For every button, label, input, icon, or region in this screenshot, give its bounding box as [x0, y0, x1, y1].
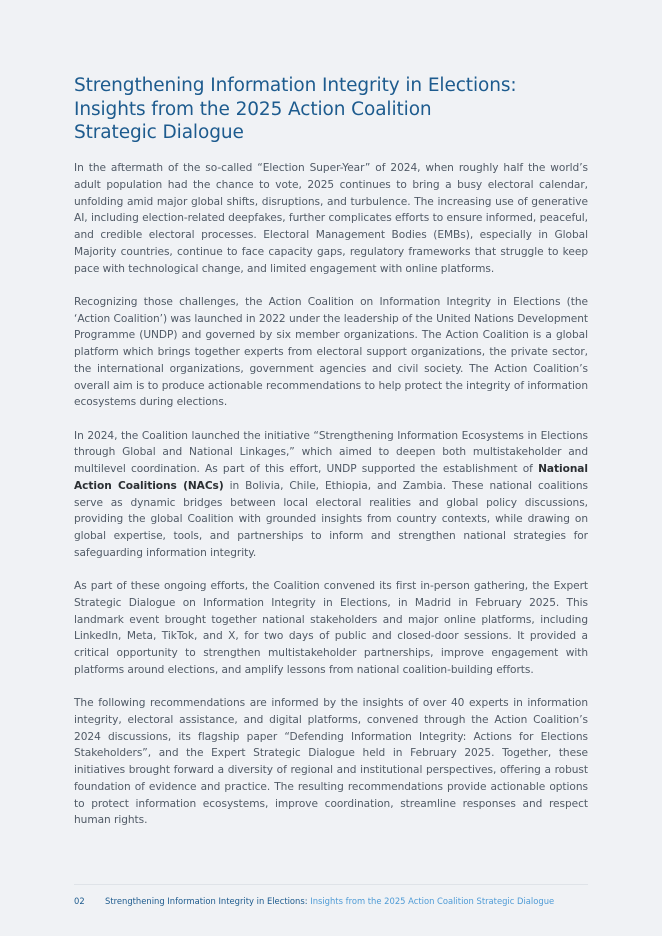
page-footer	[74, 895, 588, 907]
document-body	[74, 160, 588, 846]
page-title	[74, 74, 588, 145]
paragraph-3-text-b: in Bolivia, Chile, Ethiopia, and Zambia. These national coalitions serve as dynamic bridges between local electoral realities and global policy discussions, providing the global Coalition with grounded insights from country contexts, while drawing on global expertise, tools, and partnerships to inform and strengthen national strategies for safeguarding information integrity.	[74, 479, 588, 559]
paragraph-3-text-a: In 2024, the Coalition launched the initiative “Strengthening Information Ecosystems in Elections through Global and National Linkages,” which aimed to deepen both multistakeholder and multilevel coordination. As part of this effort, UNDP supported the establishment of	[74, 429, 588, 475]
page-number: 02	[74, 896, 85, 906]
paragraph-1: In the aftermath of the so-called “Election Super-Year” of 2024, when roughly half the world’s adult population had the chance to vote, 2025 continues to bring a busy electoral calendar, unfolding amid major global shifts, disruptions, and turbulence. The increasing use of generative AI, including election-related deepfakes, further complicates efforts to ensure informed, peaceful, and credible electoral processes. Electoral Management Bodies (EMBs), especially in Global Majority countries, continue to face capacity gaps, regulatory frameworks that struggle to keep pace with technological change, and limited engagement with online platforms.	[74, 162, 588, 275]
page-title-line-3: Strategic Dialogue	[74, 122, 244, 143]
paragraph-2: Recognizing those challenges, the Action Coalition on Information Integrity in Elections (the ‘Action Coalition’) was launched in 2022 under the leadership of the United Nations Development Programme (UNDP) and governed by six member organizations. The Action Coalition is a global platform which brings together experts from electoral support organizations, the private sector, the international organizations, government agencies and civil society. The Action Coalition’s overall aim is to produce actionable recommendations to help protect the integrity of information ecosystems during elections.	[74, 295, 588, 409]
paragraph-4: As part of these ongoing efforts, the Coalition convened its first in-person gathering, the Expert Strategic Dialogue on Information Integrity in Elections, in Madrid in February 2025. This landmark event brought together national stakeholders and major online platforms, including LinkedIn, Meta, TikTok, and X, for two days of public and closed-door sessions. It provided a critical opportunity to strengthen multistakeholder partnerships, improve engagement with platforms around elections, and amplify lessons from national coalition-building efforts.	[74, 580, 588, 676]
paragraph-5: The following recommendations are informed by the insights of over 40 experts in information integrity, electoral assistance, and digital platforms, convened through the Action Coalition’s 2024 discussions, its flagship paper “Defending Information Integrity: Actions for Elections Stakeholders”, and the Expert Strategic Dialogue held in February 2025. Together, these initiatives brought forward a diversity of regional and institutional perspectives, offering a robust foundation of evidence and practice. The resulting recommendations provide actionable options to protect information ecosystems, improve coordination, streamline responses and respect human rights.	[74, 697, 588, 827]
paragraph-3	[74, 428, 588, 562]
nac-highlight: National Action Coalitions (NACs)	[74, 463, 588, 492]
page-title-line-2: Insights from the 2025 Action Coalition	[74, 98, 432, 120]
page-title-line-1: Strengthening Information Integrity in Elections:	[74, 75, 517, 96]
footer-divider	[74, 884, 588, 885]
footer-title-main: Strengthening Information Integrity in Elections:	[105, 896, 308, 906]
footer-title-sub: Insights from the 2025 Action Coalition Strategic Dialogue	[310, 896, 555, 906]
